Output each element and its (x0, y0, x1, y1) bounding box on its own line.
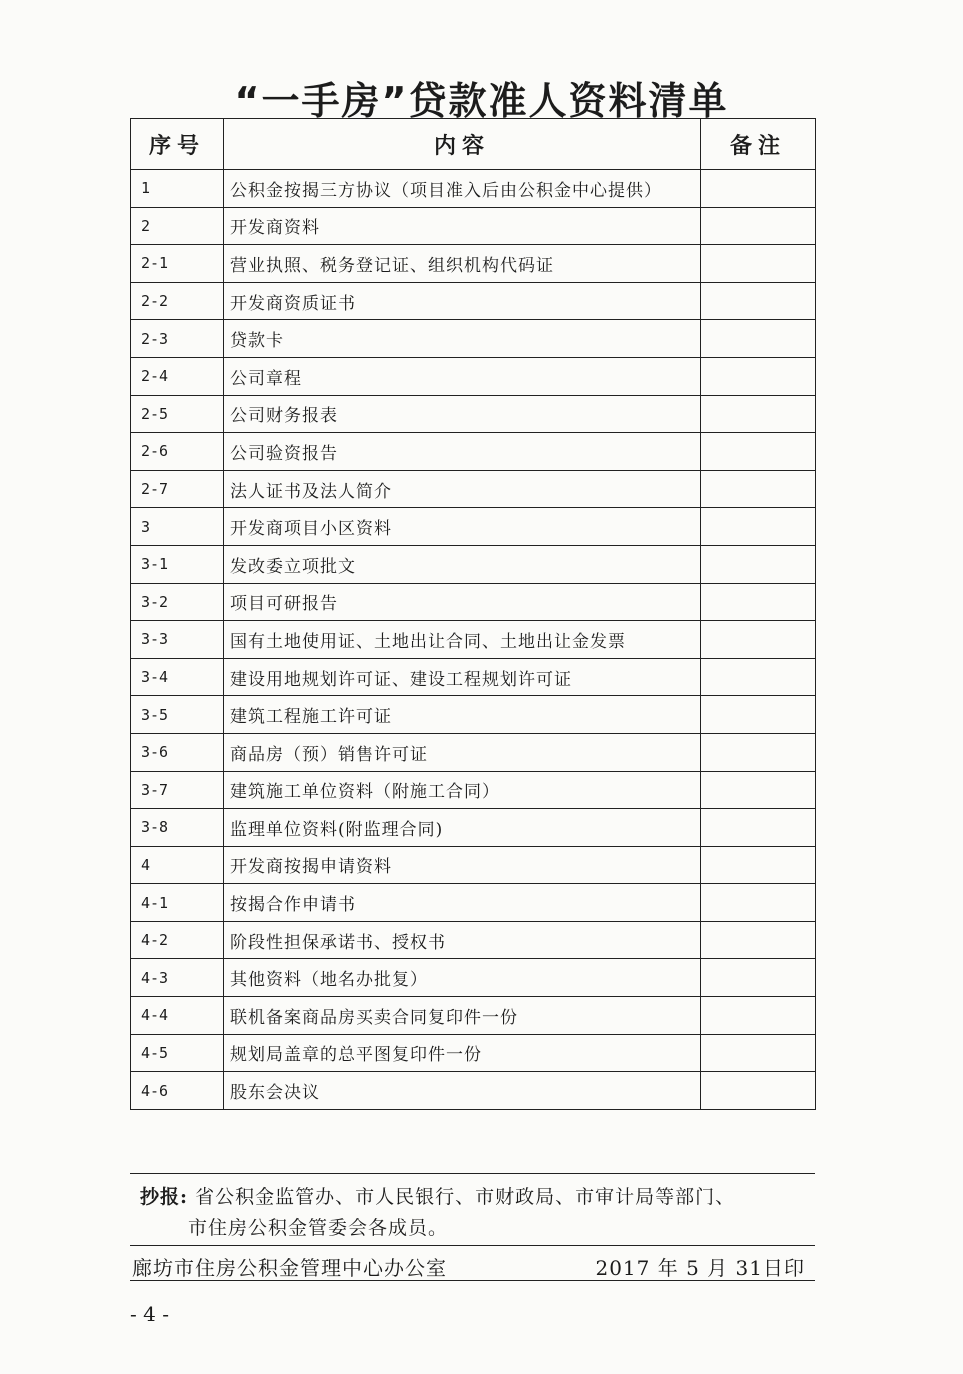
row-content: 公司验资报告 (224, 433, 701, 471)
row-seq: 2-3 (131, 320, 224, 358)
row-content: 联机备案商品房买卖合同复印件一份 (224, 997, 701, 1035)
row-content: 公司财务报表 (224, 395, 701, 433)
row-content: 开发商按揭申请资料 (224, 846, 701, 884)
row-note (701, 282, 816, 320)
row-note (701, 320, 816, 358)
row-seq: 3-2 (131, 583, 224, 621)
header-note: 备注 (701, 119, 816, 170)
row-seq: 3-3 (131, 621, 224, 659)
row-note (701, 696, 816, 734)
header-content: 内容 (224, 119, 701, 170)
table-row (131, 320, 816, 358)
row-note (701, 884, 816, 922)
row-content: 法人证书及法人简介 (224, 470, 701, 508)
cc-label: 抄报: (140, 1186, 189, 1208)
table-row (131, 733, 816, 771)
row-content: 商品房（预）销售许可证 (224, 733, 701, 771)
table-row (131, 658, 816, 696)
row-content: 项目可研报告 (224, 583, 701, 621)
row-content: 阶段性担保承诺书、授权书 (224, 921, 701, 959)
row-content: 按揭合作申请书 (224, 884, 701, 922)
row-note (701, 207, 816, 245)
table-row (131, 545, 816, 583)
table-row (131, 621, 816, 659)
row-note (701, 997, 816, 1035)
table-row (131, 997, 816, 1035)
row-seq: 3-8 (131, 809, 224, 847)
row-seq: 2 (131, 207, 224, 245)
table-row (131, 809, 816, 847)
row-note (701, 1072, 816, 1110)
table-row (131, 357, 816, 395)
row-content: 公司章程 (224, 357, 701, 395)
row-seq: 2-2 (131, 282, 224, 320)
row-seq: 4-3 (131, 959, 224, 997)
row-content: 发改委立项批文 (224, 545, 701, 583)
row-note (701, 470, 816, 508)
row-seq: 2-4 (131, 357, 224, 395)
page-number: - 4 - (130, 1302, 169, 1326)
table-row (131, 771, 816, 809)
row-note (701, 733, 816, 771)
row-content: 建筑施工单位资料（附施工合同） (224, 771, 701, 809)
row-content: 国有土地使用证、土地出让合同、土地出让金发票 (224, 621, 701, 659)
row-content: 贷款卡 (224, 320, 701, 358)
row-note (701, 621, 816, 659)
row-seq: 2-1 (131, 245, 224, 283)
row-content: 开发商资质证书 (224, 282, 701, 320)
row-seq: 3-4 (131, 658, 224, 696)
table-row (131, 583, 816, 621)
row-note (701, 433, 816, 471)
row-seq: 3 (131, 508, 224, 546)
table-row (131, 508, 816, 546)
row-seq: 2-5 (131, 395, 224, 433)
row-note (701, 583, 816, 621)
row-content: 建设用地规划许可证、建设工程规划许可证 (224, 658, 701, 696)
row-content: 公积金按揭三方协议（项目准入后由公积金中心提供） (224, 170, 701, 208)
table-row (131, 846, 816, 884)
row-note (701, 170, 816, 208)
row-note (701, 245, 816, 283)
table-row (131, 959, 816, 997)
row-note (701, 771, 816, 809)
row-content: 开发商资料 (224, 207, 701, 245)
document-title: “一手房”贷款准人资料清单 (234, 79, 729, 123)
row-content: 营业执照、税务登记证、组织机构代码证 (224, 245, 701, 283)
materials-table (130, 118, 816, 1110)
row-seq: 4-6 (131, 1072, 224, 1110)
table-row (131, 884, 816, 922)
table-row (131, 1034, 816, 1072)
row-seq: 3-5 (131, 696, 224, 734)
table-row (131, 921, 816, 959)
row-seq: 4 (131, 846, 224, 884)
row-seq: 3-7 (131, 771, 224, 809)
cc-top-rule (130, 1173, 815, 1174)
table-row (131, 470, 816, 508)
row-content: 建筑工程施工许可证 (224, 696, 701, 734)
table-header-row (131, 119, 816, 170)
row-content: 开发商项目小区资料 (224, 508, 701, 546)
row-note (701, 809, 816, 847)
row-seq: 4-2 (131, 921, 224, 959)
row-note (701, 846, 816, 884)
table-row (131, 245, 816, 283)
row-content: 规划局盖章的总平图复印件一份 (224, 1034, 701, 1072)
row-seq: 1 (131, 170, 224, 208)
table-row (131, 1072, 816, 1110)
cc-bottom-rule (130, 1245, 815, 1246)
row-seq: 4-1 (131, 884, 224, 922)
cc-line-1 (140, 1182, 820, 1213)
print-date: 2017 年 5 月 31日印 (595, 1256, 805, 1280)
row-seq: 2-6 (131, 433, 224, 471)
row-seq: 3-6 (131, 733, 224, 771)
row-note (701, 508, 816, 546)
row-note (701, 395, 816, 433)
row-note (701, 921, 816, 959)
row-note (701, 357, 816, 395)
row-note (701, 545, 816, 583)
footer-rule (130, 1280, 815, 1281)
table-row (131, 282, 816, 320)
table-row (131, 395, 816, 433)
row-seq: 4-4 (131, 997, 224, 1035)
cc-recipients-2: 市住房公积金管委会各成员。 (188, 1217, 449, 1239)
row-content: 监理单位资料(附监理合同) (224, 809, 701, 847)
row-content: 股东会决议 (224, 1072, 701, 1110)
row-note (701, 959, 816, 997)
row-note (701, 658, 816, 696)
row-seq: 3-1 (131, 545, 224, 583)
table-row (131, 696, 816, 734)
issuing-office: 廊坊市住房公积金管理中心办公室 (132, 1256, 447, 1280)
table-row (131, 170, 816, 208)
row-content: 其他资料（地名办批复） (224, 959, 701, 997)
table-row (131, 433, 816, 471)
table-row (131, 207, 816, 245)
row-seq: 2-7 (131, 470, 224, 508)
cc-recipients-1: 省公积金监管办、市人民银行、市财政局、市审计局等部门、 (195, 1186, 736, 1208)
cc-block (140, 1182, 820, 1244)
header-seq: 序号 (131, 119, 224, 170)
row-seq: 4-5 (131, 1034, 224, 1072)
row-note (701, 1034, 816, 1072)
